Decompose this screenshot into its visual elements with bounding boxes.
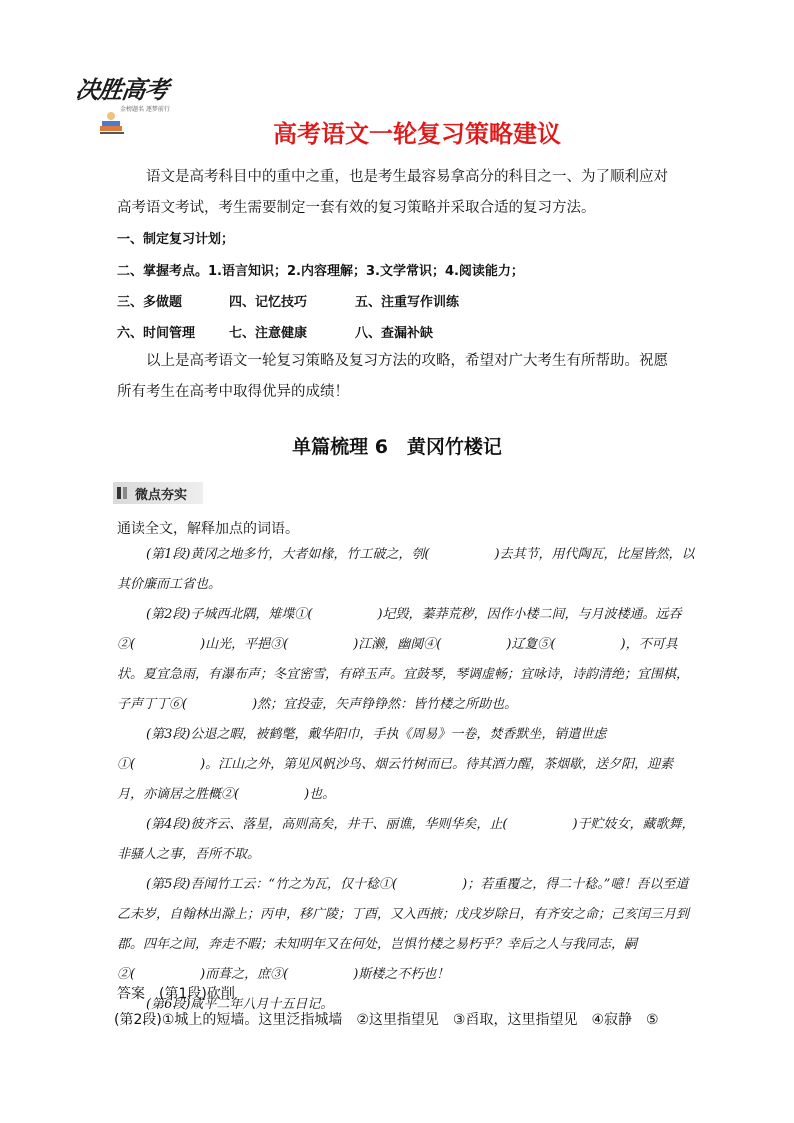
item-2: 二、掌握考点。1.语言知识；2.内容理解；3.文学常识；4.阅读能力； <box>117 264 524 279</box>
paragraph-5: (第5段)吾闻竹工云：“竹之为瓦，仅十稔①( )；若重覆之，得二十稔。”噫！吾以至道乙未岁，自翰林出滁上；丙申，移广陵；丁酉，又入西掖；戊戌岁除日，有齐安之命；己亥闰三月到郡。四年之间，奔走不暇；未知明年又在何处，岂惧竹楼之易朽乎？幸后之人与我同志，嗣②( )而葺之，庶③( )斯楼之不朽也！ <box>117 877 690 982</box>
paragraph-4: (第4段)彼齐云、落星，高则高矣，井干、丽谯，华则华矣，止( )于贮妓女，藏歌舞，非骚人之事，吾所不取。 <box>117 817 695 862</box>
paragraph-3: (第3段)公退之暇，被鹤氅，戴华阳巾，手执《周易》一卷，焚香默坐，销遣世虑①( )。江山之外，第见风帆沙鸟、烟云竹树而已。待其酒力醒，茶烟歇，送夕阳，迎素月，亦谪居之胜概②( )也。 <box>117 727 674 802</box>
conclusion-paragraph <box>117 346 677 408</box>
section-marker <box>117 487 121 499</box>
classical-text <box>117 540 697 1020</box>
intro-paragraph <box>117 162 677 224</box>
intro-text: 语文是高考科目中的重中之重，也是考生最容易拿高分的科目之一、为了顺利应对高考语文考试，考生需要制定一套有效的复习策略并采取合适的复习方法。 <box>117 169 668 216</box>
logo-text: 决胜高考 <box>73 76 170 104</box>
instruction: 通读全文，解释加点的词语。 <box>117 521 299 537</box>
paragraph-2: (第2段)子城西北隅，雉堞①( )圮毁，蓁莽荒秽，因作小楼二间，与月波楼通。远吞②( )山光，平挹③( )江濑，幽阒④( )辽夐⑤( )，不可具状。夏宜急雨，有瀑布声；冬宜密雪，有碎玉声。宜鼓琴，琴调虚畅；宜咏诗，诗韵清绝；宜围棋，子声丁丁⑥( )然；宜投壶，矢声铮铮然：皆竹楼之所助也。 <box>117 607 690 712</box>
section-header <box>113 482 203 504</box>
item-8: 八、查漏补缺 <box>355 326 434 341</box>
items-row-3 <box>117 291 687 310</box>
item-7: 七、注意健康 <box>229 326 308 341</box>
logo-subtext: 金榜题名 逐梦前行 <box>120 106 170 113</box>
item-4: 四、记忆技巧 <box>229 295 308 310</box>
section-title: 单篇梳理 6 黄冈竹楼记 <box>292 436 502 458</box>
item-1: 一、制定复习计划； <box>117 232 235 247</box>
section-label: 微点夯实 <box>135 488 188 503</box>
paragraph-1: (第1段)黄冈之地多竹，大者如椽，竹工破之，刳( )去其节，用代陶瓦，比屋皆然，以其价廉而工省也。 <box>117 547 695 592</box>
page-title: 高考语文一轮复习策略建议 <box>273 120 561 148</box>
conclusion-text: 以上是高考语文一轮复习策略及复习方法的攻略，希望对广大考生有所帮助。祝愿所有考生在高考中取得优异的成绩！ <box>117 353 668 400</box>
answer-line-2: (第2段)①城上的短墙。这里泛指城墙 ②这里指望见 ③舀取，这里指望见 ④寂静 ⑤ <box>114 1012 659 1028</box>
item-3: 三、多做题 <box>117 295 183 310</box>
paragraph-6: (第6段)咸平二年八月十五日记。 <box>146 997 334 1012</box>
answer-label: 答案 (第1段)砍削 <box>117 986 235 1002</box>
section-marker-light <box>123 487 127 499</box>
item-5: 五、注重写作训练 <box>355 295 460 310</box>
items-row-4 <box>117 322 687 341</box>
item-6: 六、时间管理 <box>117 326 196 341</box>
